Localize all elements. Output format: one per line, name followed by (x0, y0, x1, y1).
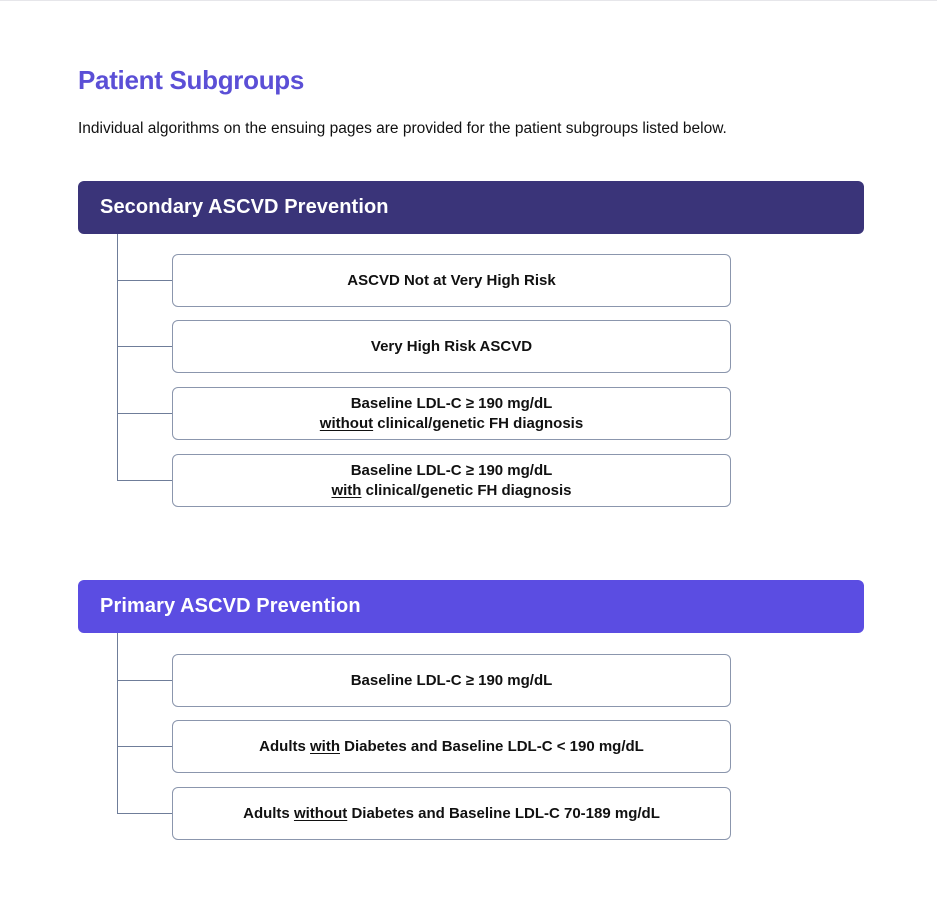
subgroup-label: Baseline LDL-C ≥ 190 mg/dL (350, 671, 553, 689)
tree-connector-branch (117, 346, 172, 347)
top-divider (0, 0, 937, 1)
emphasis-without: without (319, 414, 374, 432)
subgroup-ascvd-not-very-high-risk[interactable] (172, 254, 731, 307)
section-header-secondary (78, 181, 864, 234)
section-header-primary (78, 580, 864, 633)
subgroup-label: ASCVD Not at Very High Risk (347, 271, 556, 289)
subgroup-label: Very High Risk ASCVD (370, 337, 533, 355)
tree-connector-branch (117, 746, 172, 747)
subgroup-label-rest: clinical/genetic FH diagnosis (373, 414, 584, 432)
subgroup-very-high-risk-ascvd[interactable] (172, 320, 731, 373)
subgroup-ldl-190-with-fh[interactable] (172, 454, 731, 507)
tree-connector-branch (117, 413, 172, 414)
section-title: Secondary ASCVD Prevention (100, 196, 389, 218)
tree-connector-vertical (117, 234, 118, 480)
emphasis-without: without (293, 804, 348, 822)
subgroup-label-pre: Adults (259, 737, 310, 755)
subgroup-label (259, 737, 644, 757)
subgroup-label-post: Diabetes and Baseline LDL-C 70-189 mg/dL (347, 804, 660, 822)
tree-connector-branch (117, 813, 172, 814)
subgroup-primary-ldl-190[interactable] (172, 654, 731, 707)
subgroup-label (243, 804, 660, 824)
subgroup-adults-with-diabetes[interactable] (172, 720, 731, 773)
tree-connector-branch (117, 480, 172, 481)
subgroup-label-post: Diabetes and Baseline LDL-C < 190 mg/dL (340, 737, 644, 755)
subgroup-label: Baseline LDL-C ≥ 190 mg/dL (350, 394, 553, 412)
section-title: Primary ASCVD Prevention (100, 595, 361, 617)
page-title: Patient Subgroups (78, 65, 305, 95)
subgroup-label-qualifier (320, 414, 583, 434)
intro-text: Individual algorithms on the ensuing pages are provided for the patient subgroups listed below. (78, 120, 727, 137)
subgroup-adults-without-diabetes[interactable] (172, 787, 731, 840)
emphasis-with: with (331, 481, 362, 499)
subgroup-label-qualifier (331, 481, 571, 501)
emphasis-with: with (310, 737, 340, 755)
tree-connector-vertical (117, 633, 118, 813)
subgroup-label: Baseline LDL-C ≥ 190 mg/dL (350, 461, 553, 479)
tree-connector-branch (117, 280, 172, 281)
subgroup-label-pre: Adults (243, 804, 294, 822)
tree-connector-branch (117, 680, 172, 681)
subgroup-ldl-190-without-fh[interactable] (172, 387, 731, 440)
subgroup-label-rest: clinical/genetic FH diagnosis (361, 481, 572, 499)
